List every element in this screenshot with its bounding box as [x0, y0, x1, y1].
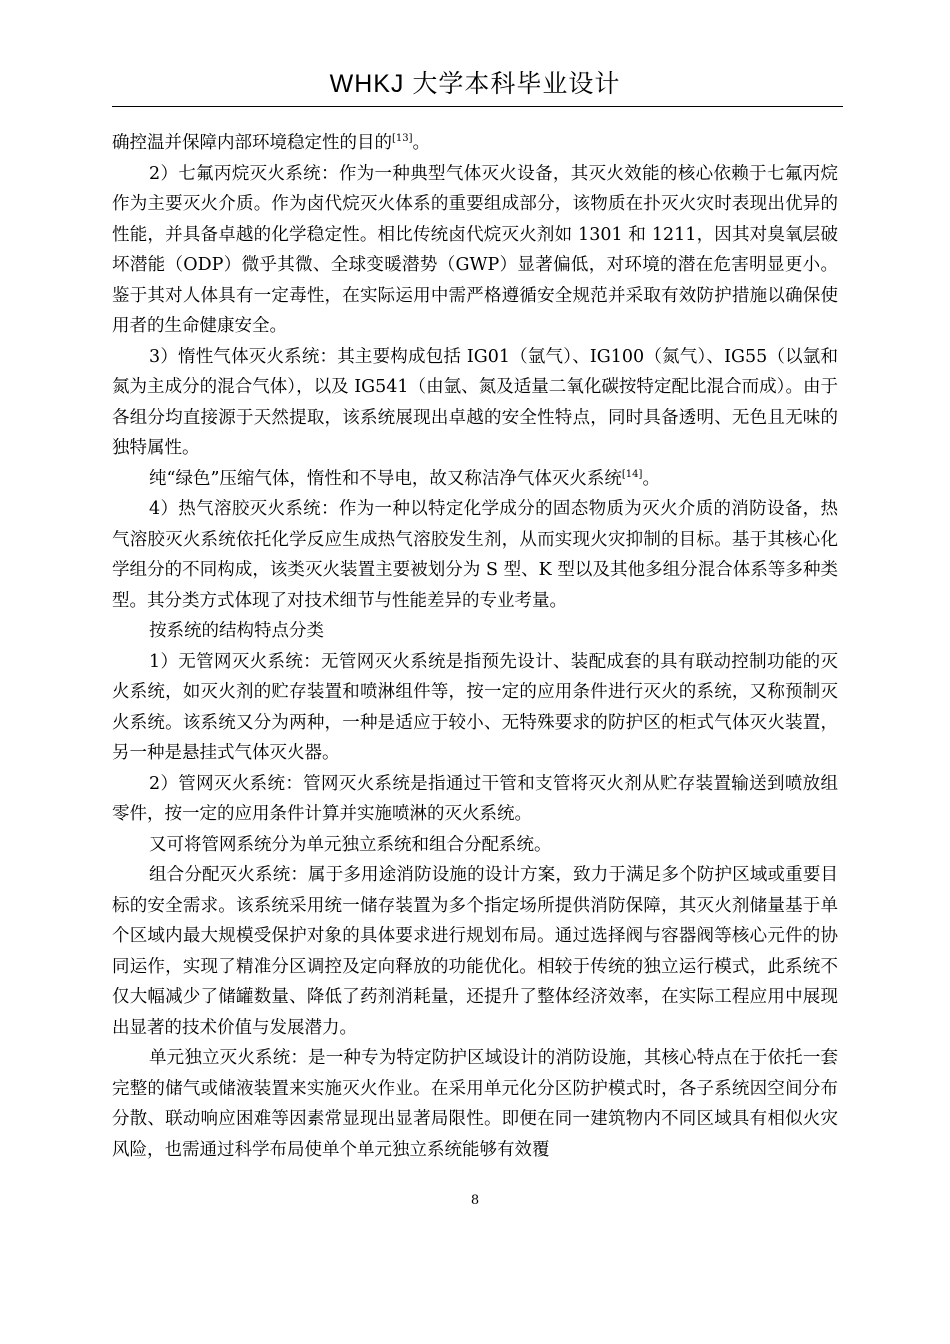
header-divider	[112, 106, 843, 107]
paragraph-1-tail: 。	[412, 133, 431, 153]
paragraph-network-types: 又可将管网系统分为单元独立系统和组合分配系统。	[149, 834, 552, 855]
paragraph-heptafluoropropane: 2）七氟丙烷灭火系统：作为一种典型气体灭火设备，其灭火效能的核心依赖于七氟丙烷作为主要灭火介质。作为卤代烷灭火体系的重要组成部分，该物质在扑灭火灾时表现出优异的性能，并具备卓越的化学稳定性。相比传统卤代烷灭火剂如 1301 和 1211，因其对臭氧层破坏潜能（ODP）微乎其微、全球变暖潜势（GWP）显著偏低，对环境的潜在危害明显更小。鉴于其对人体具有一定毒性，在实际运用中需严格遵循安全规范并采取有效防护措施以确保使用者的生命健康安全。	[112, 163, 838, 336]
citation-14: [14]	[621, 468, 643, 480]
paragraph-green-gas-text: 纯“绿色”压缩气体，惰性和不导电，故又称洁净气体灭火系统	[149, 468, 622, 489]
paragraph-hot-aerosol: 4）热气溶胶灭火系统：作为一种以特定化学成分的固态物质为灭火介质的消防设备，热气溶胶灭火系统依托化学反应生成热气溶胶发生剂，从而实现火灾抑制的目标。基于其核心化学组分的不同构成，该类灭火装置主要被划分为 S 型、K 型以及其他多组分混合体系等多种类型。其分类方式体现了对技术细节与性能差异的专业考量。	[112, 499, 838, 611]
paragraph-1	[112, 128, 838, 159]
paragraph-pipeless: 1）无管网灭火系统：无管网灭火系统是指预先设计、装配成套的具有联动控制功能的灭火系统，如灭火剂的贮存装置和喷淋组件等，按一定的应用条件进行灭火的系统，又称预制灭火系统。该系统又分为两种，一种是适应于较小、无特殊要求的防护区的柜式气体灭火装置，另一种是悬挂式气体灭火器。	[112, 651, 838, 763]
citation-13: [13]	[392, 133, 413, 145]
paragraph-green-gas	[112, 464, 838, 495]
paragraph-unit-independent: 单元独立灭火系统：是一种专为特定防护区域设计的消防设施，其核心特点在于依托一套完整的储气或储液装置来实施灭火作业。在采用单元化分区防护模式时，各子系统因空间分布分散、联动响应困难等因素常显现出显著局限性。即便在同一建筑物内不同区域具有相似火灾风险，也需通过科学布局使单个单元独立系统能够有效覆	[112, 1048, 838, 1160]
page-header-title: WHKJ 大学本科毕业设计	[329, 70, 621, 98]
paragraph-pipe-network: 2）管网灭火系统：管网灭火系统是指通过干管和支管将灭火剂从贮存装置输送到喷放组零件，按一定的应用条件计算并实施喷淋的灭火系统。	[112, 773, 838, 824]
section-heading-structure: 按系统的结构特点分类	[149, 621, 324, 641]
paragraph-combined-distribution: 组合分配灭火系统：属于多用途消防设施的设计方案，致力于满足多个防护区域或重要目标的安全需求。该系统采用统一储存装置为多个指定场所提供消防保障，其灭火剂储量基于单个区域内最大规模受保护对象的具体要求进行规划布局。通过选择阀与容器阀等核心元件的协同运作，实现了精准分区调控及定向释放的功能优化。相较于传统的独立运行模式，此系统不仅大幅减少了储罐数量、降低了药剂消耗量，还提升了整体经济效率，在实际工程应用中展现出显著的技术价值与发展潜力。	[112, 865, 838, 1038]
page-number: 8	[470, 1193, 480, 1208]
paragraph-inert-gas: 3）惰性气体灭火系统：其主要构成包括 IG01（氩气）、IG100（氮气）、IG55（以氩和氮为主成分的混合气体），以及 IG541（由氩、氮及适量二氧化碳按特定配比混合而成）。由于各组分均直接源于天然提取，该系统展现出卓越的安全性特点，同时具备透明、无色且无味的独特属性。	[112, 346, 838, 458]
document-body	[112, 128, 838, 1165]
paragraph-1-text: 确控温并保障内部环境稳定性的目的	[112, 133, 392, 153]
paragraph-green-gas-tail: 。	[642, 468, 660, 489]
